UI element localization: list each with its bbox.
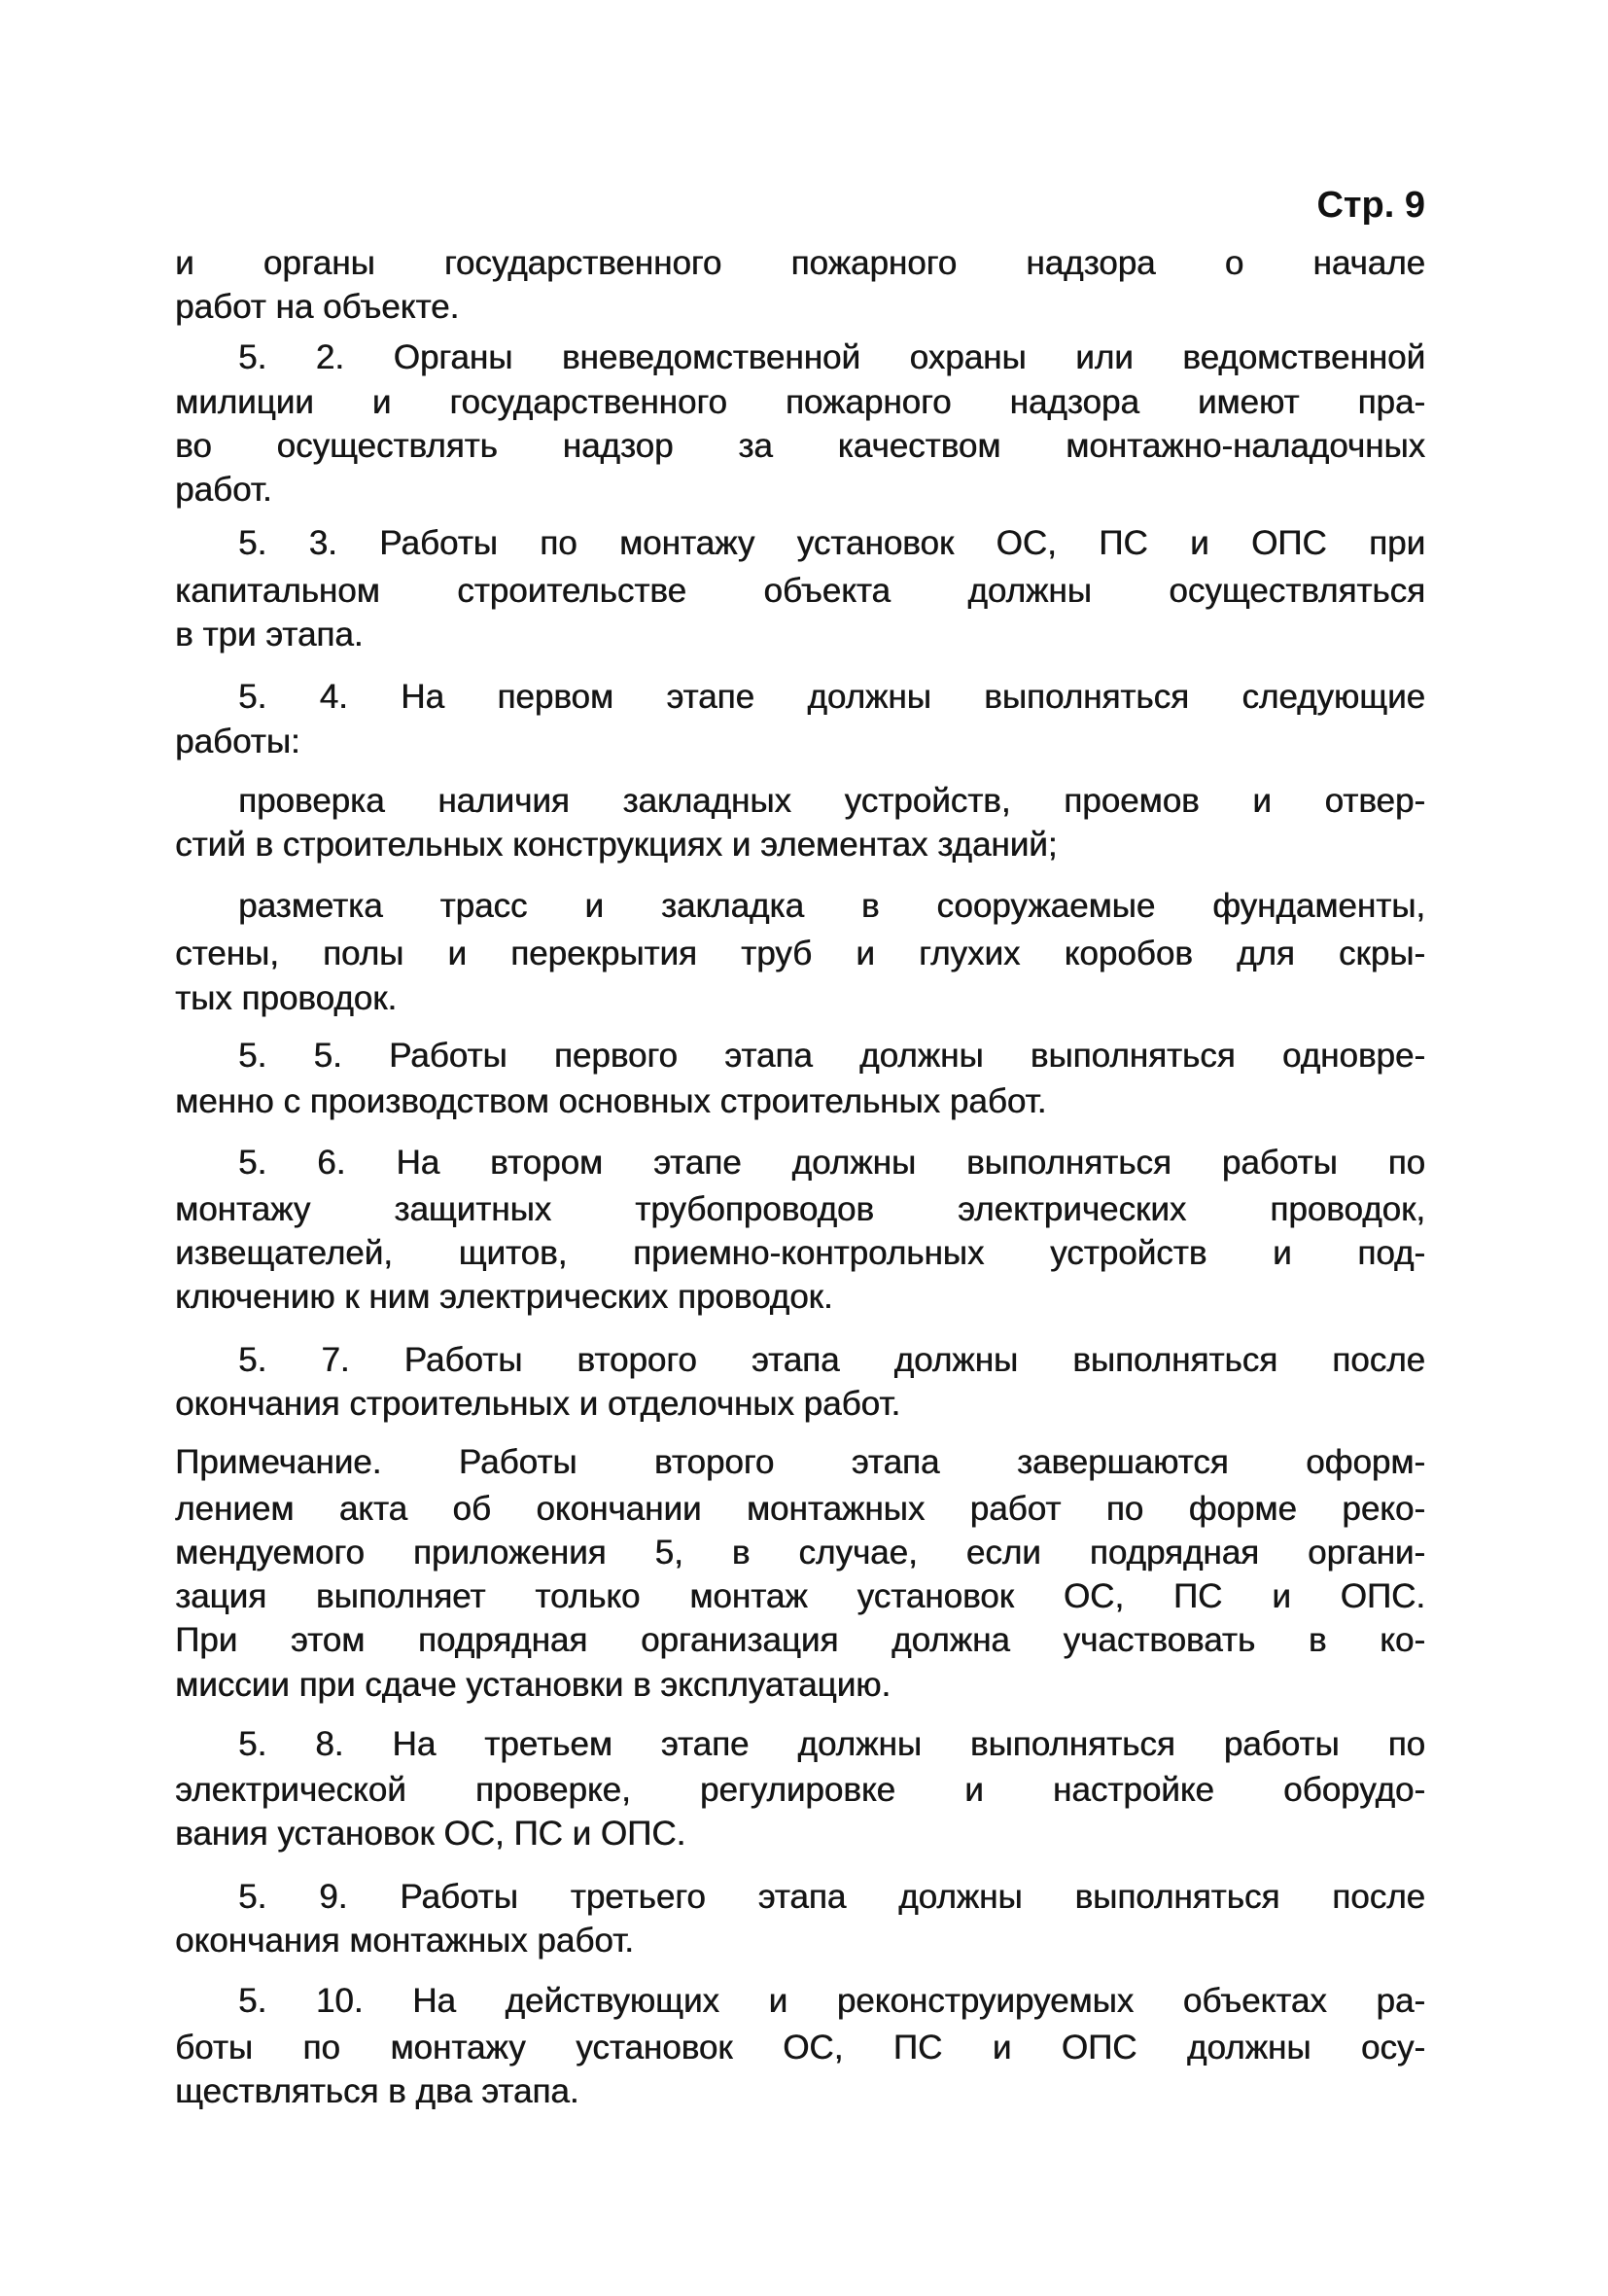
text-line: во осуществлять надзор за качеством монтажно-наладочных — [175, 427, 1425, 465]
text-line: Примечание. Работы второго этапа завершаются оформ- — [175, 1443, 1425, 1481]
text-line: работ на объекте. — [175, 288, 460, 326]
text-line: миссии при сдаче установки в эксплуатацию. — [175, 1666, 891, 1704]
text-line: 5. 5. Работы первого этапа должны выполняться одновре- — [238, 1037, 1425, 1075]
text-line: 5. 4. На первом этапе должны выполняться следующие — [238, 678, 1425, 716]
text-line: менно с производством основных строительных работ. — [175, 1082, 1047, 1120]
text-line: стены, полы и перекрытия труб и глухих коробов для скры- — [175, 935, 1425, 972]
text-line: 5. 8. На третьем этапе должны выполняться работы по — [238, 1725, 1425, 1763]
text-line: 5. 3. Работы по монтажу установок ОС, ПС и ОПС при — [238, 524, 1425, 562]
text-line: милиции и государственного пожарного надзора имеют пра- — [175, 383, 1425, 421]
text-line: 5. 6. На втором этапе должны выполняться работы по — [238, 1144, 1425, 1182]
text-line: электрической проверке, регулировке и настройке оборудо- — [175, 1771, 1425, 1809]
text-line: капитальном строительстве объекта должны осуществляться — [175, 572, 1425, 610]
text-line: ключению к ним электрических проводок. — [175, 1278, 833, 1316]
text-line: в три этапа. — [175, 616, 364, 653]
text-line: проверка наличия закладных устройств, проемов и отвер- — [238, 782, 1425, 820]
text-line: мендуемого приложения 5, в случае, если подрядная органи- — [175, 1534, 1425, 1572]
text-line: извещателей, щитов, приемно-контрольных устройств и под- — [175, 1234, 1425, 1272]
text-line: работ. — [175, 471, 272, 509]
text-line: работы: — [175, 723, 300, 760]
text-line: вания установок ОС, ПС и ОПС. — [175, 1815, 686, 1853]
text-line: и органы государственного пожарного надзора о начале — [175, 244, 1425, 282]
text-line: 5. 2. Органы вневедомственной охраны или ведомственной — [238, 338, 1425, 376]
text-line: боты по монтажу установок ОС, ПС и ОПС должны осу- — [175, 2029, 1425, 2066]
text-line: разметка трасс и закладка в сооружаемые фундаменты, — [238, 887, 1425, 925]
text-line: зация выполняет только монтаж установок ОС, ПС и ОПС. — [175, 1577, 1425, 1615]
text-line: 5. 7. Работы второго этапа должны выполняться после — [238, 1341, 1425, 1379]
text-line: тых проводок. — [175, 979, 398, 1017]
text-line: 5. 9. Работы третьего этапа должны выполняться после — [238, 1878, 1425, 1916]
text-line: При этом подрядная организация должна участвовать в ко- — [175, 1621, 1425, 1659]
text-line: стий в строительных конструкциях и элементах зданий; — [175, 826, 1058, 864]
text-line: монтажу защитных трубопроводов электрических проводок, — [175, 1190, 1425, 1228]
page-number: Стр. 9 — [1316, 185, 1425, 226]
text-line: лением акта об окончании монтажных работ по форме реко- — [175, 1490, 1425, 1528]
text-line: окончания строительных и отделочных работ. — [175, 1385, 901, 1423]
text-line: окончания монтажных работ. — [175, 1922, 634, 1960]
text-line: ществляться в два этапа. — [175, 2072, 579, 2110]
text-line: 5. 10. На действующих и реконструируемых объектах ра- — [238, 1982, 1425, 2020]
